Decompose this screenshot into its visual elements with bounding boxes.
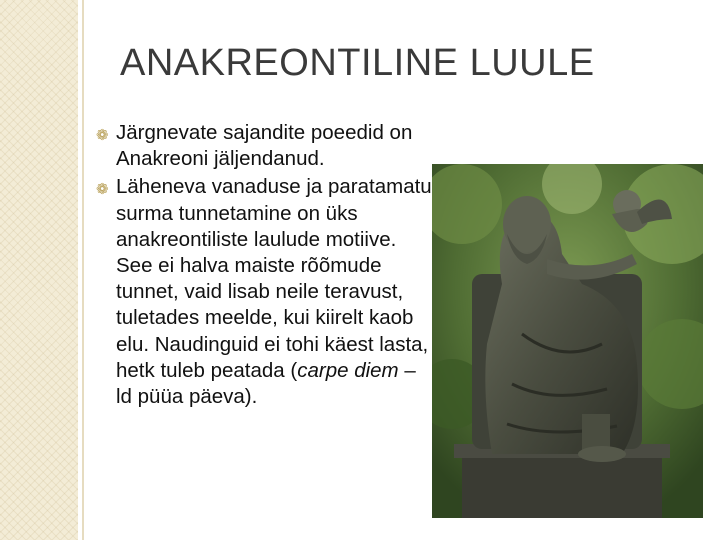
bullet-text: Järgnevate sajandite poeedid on Anakreoni jäljendanud. [116,121,413,171]
bullet-text [116,175,432,408]
bullet-text-part: Läheneva vanaduse ja paratamatu surma tunnetamine on üks anakreontiliste laulude motiive. See ei halva maiste rõõmude tunnet, vaid lisab neile teravust, tuletades meelde, kui kiirelt kaob elu. Naudinguid ei tohi käest lasta, hetk tuleb peatada ( [116,175,432,382]
decorative-divider [82,0,84,540]
bullet-text-part: – ld püüa päeva). [116,358,416,409]
bullet-emphasis: carpe diem [297,358,399,382]
statue-photo [432,164,703,518]
decorative-side-strip [0,0,78,540]
slide-title: ANAKREONTILINE LUULE [120,42,595,84]
statue-illustration [432,164,703,518]
swirl-bullet-icon: ❁ [96,181,109,199]
swirl-bullet-icon: ❁ [96,127,109,144]
bullet-list [96,120,436,412]
bullet-item [96,174,436,410]
bullet-item [96,120,436,172]
